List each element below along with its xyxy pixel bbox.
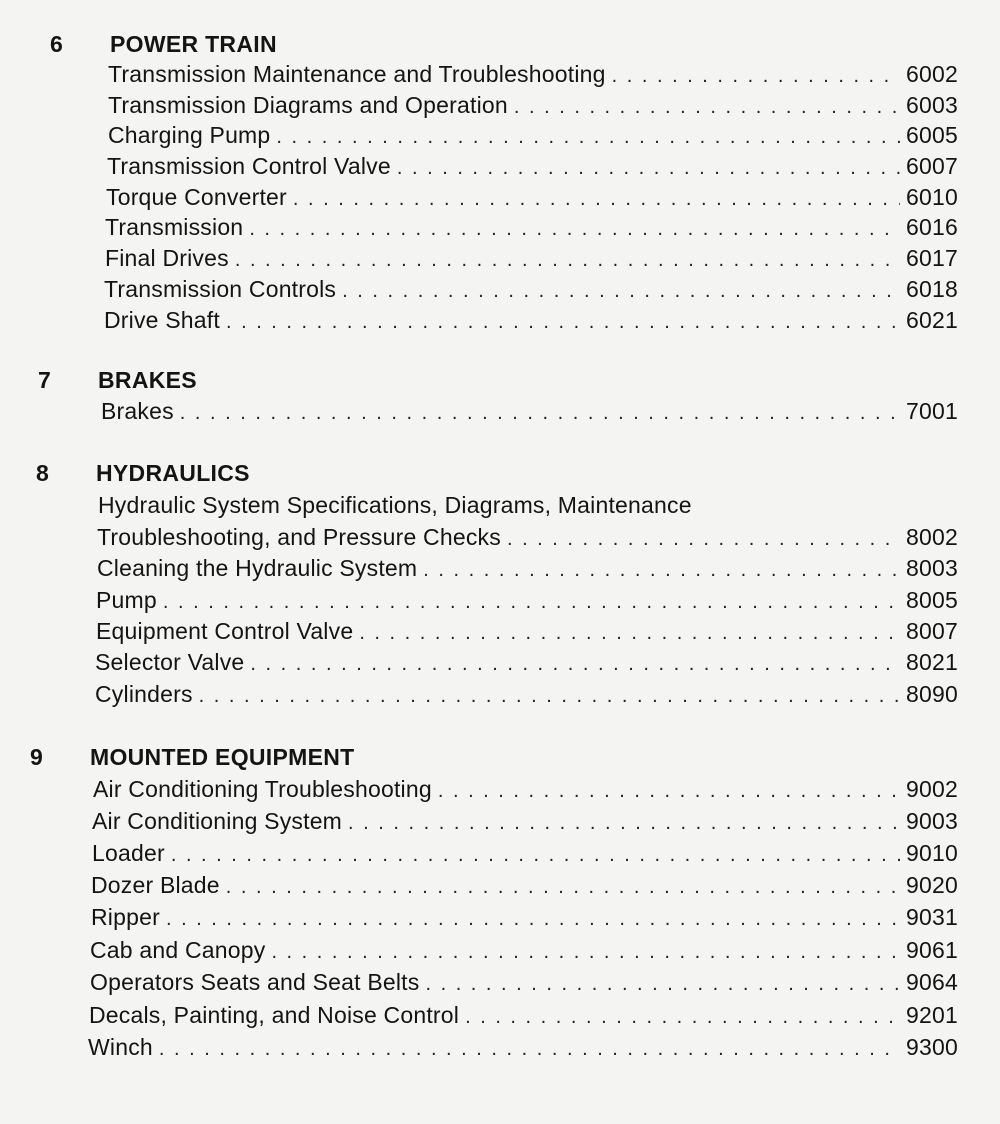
toc-entry	[108, 61, 958, 91]
dot-leader	[171, 844, 900, 867]
dot-leader	[235, 249, 900, 272]
entry-page: 9300	[906, 1034, 958, 1060]
entry-page: 9003	[906, 808, 958, 834]
toc-entry	[105, 245, 958, 275]
toc-entry	[91, 872, 958, 902]
entry-page: 6021	[906, 307, 958, 333]
section-number: 8	[36, 460, 50, 486]
entry-title: Air Conditioning System	[92, 808, 343, 834]
dot-leader	[423, 559, 900, 582]
entry-title: Air Conditioning Troubleshooting	[93, 776, 432, 802]
entry-page: 6016	[906, 214, 958, 240]
dot-leader	[199, 685, 900, 708]
entry-page: 8007	[906, 618, 958, 644]
section-title: HYDRAULICS	[96, 460, 250, 486]
toc-entry	[101, 398, 958, 428]
dot-leader	[465, 1006, 900, 1029]
dot-leader	[226, 876, 900, 899]
entry-page: 8021	[906, 649, 958, 675]
dot-leader	[342, 280, 900, 303]
entry-title: Loader	[92, 840, 165, 866]
toc-entry	[92, 840, 958, 870]
entry-page: 9002	[906, 776, 958, 802]
entry-title: Cylinders	[95, 681, 193, 707]
entry-title: Final Drives	[105, 245, 229, 271]
dot-leader	[180, 402, 900, 425]
entry-title: Transmission Diagrams and Operation	[108, 92, 508, 118]
dot-leader	[348, 812, 900, 835]
toc-entry	[107, 153, 958, 183]
entry-title: Troubleshooting, and Pressure Checks	[97, 524, 501, 550]
toc-entry	[90, 937, 958, 967]
section-title: POWER TRAIN	[110, 31, 277, 57]
toc-entry	[98, 492, 958, 522]
entry-page: 9031	[906, 904, 958, 930]
entry-page: 6017	[906, 245, 958, 271]
entry-title: Charging Pump	[108, 122, 271, 148]
toc-entry	[97, 555, 958, 585]
entry-title: Brakes	[101, 398, 174, 424]
section-heading-hydraulics	[36, 460, 250, 487]
dot-leader	[249, 218, 900, 241]
toc-entry	[95, 681, 958, 711]
entry-page: 8002	[906, 524, 958, 550]
toc-entry	[97, 524, 958, 554]
entry-page: 6010	[906, 184, 958, 210]
toc-entry	[104, 276, 958, 306]
section-number: 7	[38, 367, 52, 393]
entry-title: Operators Seats and Seat Belts	[90, 969, 420, 995]
toc-entry	[104, 307, 958, 337]
section-heading-mounted-equipment	[30, 744, 355, 771]
entry-page: 9010	[906, 840, 958, 866]
toc-entry	[89, 1002, 958, 1032]
entry-title: Transmission Control Valve	[107, 153, 391, 179]
dot-leader	[507, 528, 900, 551]
section-number: 9	[30, 744, 44, 770]
section-heading-power-train	[50, 31, 277, 58]
toc-entry	[88, 1034, 958, 1064]
entry-page: 8090	[906, 681, 958, 707]
entry-title: Dozer Blade	[91, 872, 220, 898]
entry-title: Ripper	[91, 904, 160, 930]
dot-leader	[226, 311, 900, 334]
section-number: 6	[50, 31, 64, 57]
dot-leader	[359, 622, 900, 645]
entry-title: Selector Valve	[95, 649, 245, 675]
toc-entry	[93, 776, 958, 806]
toc-entry	[90, 969, 958, 999]
toc-entry	[108, 92, 958, 122]
toc-entry	[91, 904, 958, 934]
section-title: BRAKES	[98, 367, 197, 393]
dot-leader	[159, 1038, 900, 1061]
entry-title: Hydraulic System Specifications, Diagrams, Maintenance	[98, 492, 692, 518]
entry-title: Winch	[88, 1034, 153, 1060]
toc-entry	[96, 587, 958, 617]
toc-entry	[108, 122, 958, 152]
entry-title: Decals, Painting, and Noise Control	[89, 1002, 460, 1028]
dot-leader	[612, 65, 900, 88]
entry-page: 9061	[906, 937, 958, 963]
entry-page: 7001	[906, 398, 958, 424]
entry-page: 8005	[906, 587, 958, 613]
dot-leader	[293, 188, 900, 211]
entry-title: Cleaning the Hydraulic System	[97, 555, 418, 581]
section-heading-brakes	[38, 367, 197, 394]
dot-leader	[438, 780, 900, 803]
toc-entry	[92, 808, 958, 838]
dot-leader	[276, 126, 900, 149]
entry-title: Pump	[96, 587, 157, 613]
dot-leader	[166, 908, 900, 931]
section-title: MOUNTED EQUIPMENT	[90, 744, 355, 770]
entry-page: 6018	[906, 276, 958, 302]
dot-leader	[250, 653, 900, 676]
entry-page: 6002	[906, 61, 958, 87]
dot-leader	[425, 973, 900, 996]
toc-entry	[105, 214, 958, 244]
toc-entry	[106, 184, 958, 214]
entry-title: Cab and Canopy	[90, 937, 266, 963]
toc-entry	[95, 649, 958, 679]
entry-page: 9201	[906, 1002, 958, 1028]
entry-page: 8003	[906, 555, 958, 581]
entry-page: 9064	[906, 969, 958, 995]
entry-title: Transmission Controls	[104, 276, 337, 302]
entry-page: 6003	[906, 92, 958, 118]
entry-page: 6005	[906, 122, 958, 148]
entry-title: Torque Converter	[106, 184, 287, 210]
entry-page: 6007	[906, 153, 958, 179]
dot-leader	[514, 96, 900, 119]
entry-title: Equipment Control Valve	[96, 618, 354, 644]
dot-leader	[163, 591, 900, 614]
toc-entry	[96, 618, 958, 648]
dot-leader	[397, 157, 900, 180]
entry-title: Transmission	[105, 214, 244, 240]
entry-page: 9020	[906, 872, 958, 898]
entry-title: Transmission Maintenance and Troubleshooting	[108, 61, 606, 87]
dot-leader	[271, 941, 900, 964]
entry-title: Drive Shaft	[104, 307, 220, 333]
